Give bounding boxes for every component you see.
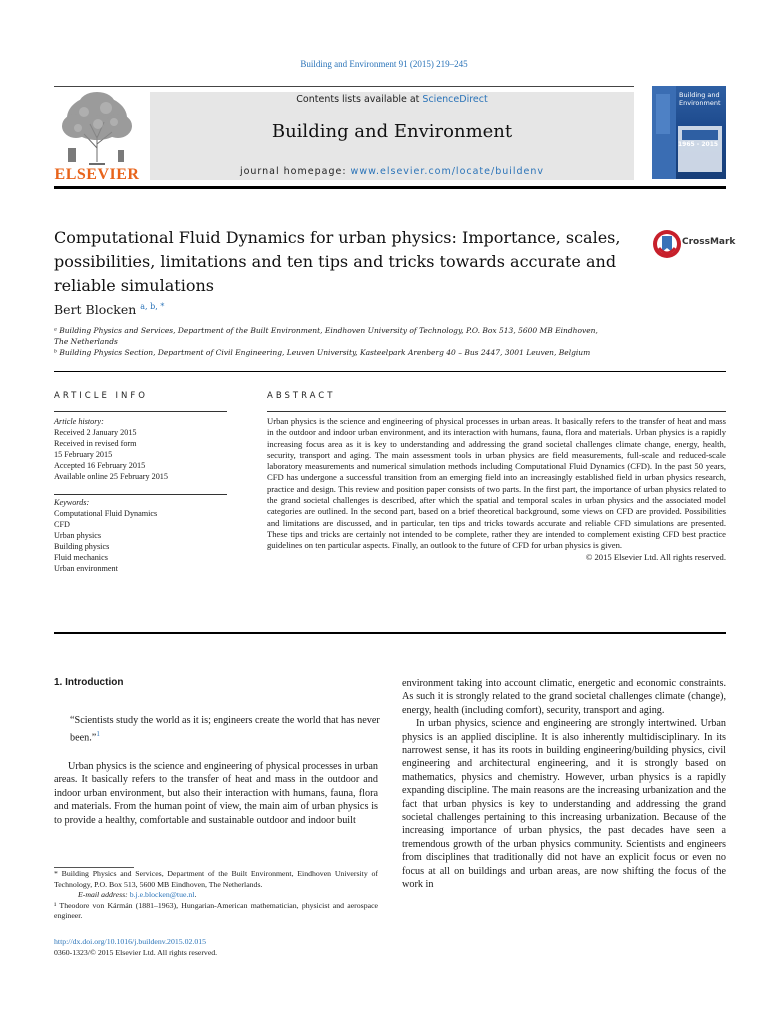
doi-link[interactable]: http://dx.doi.org/10.1016/j.buildenv.2015.02.015 [54, 937, 207, 946]
epigraph-quote [70, 714, 380, 744]
header-bottom-rule [54, 186, 726, 189]
quote-text: “Scientists study the world as it is; engineers create the world that has never been.” [70, 715, 380, 743]
footnotes [54, 869, 378, 922]
keyword-item: Urban environment [54, 564, 118, 573]
keyword-item: Building physics [54, 542, 110, 551]
header-top-rule [54, 86, 634, 87]
keyword-item: CFD [54, 520, 70, 529]
intro-paragraph-1-continued: environment taking into account climatic, energetic and economic constraints. As such it is strongly related to the grand societal challenges climate (change), energy, health (including comfort), security, transport and aging. [402, 678, 726, 716]
doi-block [54, 937, 217, 958]
abstract-heading: ABSTRACT [267, 391, 336, 401]
publisher-wordmark: ELSEVIER [54, 166, 140, 183]
journal-name: Building and Environment [271, 121, 513, 142]
footnote-1: ¹ Theodore von Kármán (1881–1963), Hungarian-American mathematician, physicist and aerospace engineer. [54, 900, 378, 920]
abstract-text: Urban physics is the science and engineering of physical processes in urban areas. It basically refers to the transfer of heat and mass in the outdoor and indoor urban environment, and its interaction with humans, fauna, flora and materials. Urban physics is a rapidly increasing focus area as it is key to understanding and addressing the grand societal challenges climate change, energy, health, security, transport and aging. The main assessment tools in urban physics are field measurements, full-scale and reduced-scale laboratory measurements and numerical simulation methods including Computational Fluid Dynamics (CFD). In the past 50 years, CFD has undergone a successful transition from an emerging field into an increasingly established field in urban physics research, practice and design. This review and position paper consists of two parts. In the first part, the importance of urban physics related to the grand societal challenges is described, after which the spatial and temporal scales in urban physics and the associated model categories are outlined. In the second part, based on a brief theoretical background, some views on CFD are provided. Possibilities and limitations are discussed, and in particular, ten tips and tricks towards accurate and reliable CFD simulations are presented. These tips and tricks are certainly not intended to be complete, rather they are intended to complement existing CFD best practice guidelines on ten particular aspects. Finally, an outlook to the future of CFD for urban physics is given. [267, 416, 726, 551]
keywords [54, 497, 254, 574]
footnote-rule [54, 867, 134, 868]
journal-citation[interactable]: Building and Environment 91 (2015) 219–245 [300, 59, 468, 69]
homepage-link[interactable]: www.elsevier.com/locate/buildenv [350, 166, 545, 177]
sciencedirect-link[interactable]: ScienceDirect [422, 94, 488, 105]
keyword-item: Computational Fluid Dynamics [54, 509, 158, 518]
abstract-copyright: © 2015 Elsevier Ltd. All rights reserved. [585, 551, 726, 562]
history-item: Received 2 January 2015 [54, 428, 137, 437]
footnote-ref-1[interactable]: 1 [96, 729, 100, 738]
keywords-rule [54, 494, 227, 495]
article-info-heading: ARTICLE INFO [54, 391, 148, 401]
intro-paragraph-1: Urban physics is the science and engineering of physical processes in urban areas. It basically refers to the transfer of heat and mass in the outdoor and indoor urban environment, but also their interaction with humans, fauna, flora and materials. From the human point of view, the main aim of urban physics is to provide a healthy, comfortable and sustainable outdoor and indoor built [54, 761, 378, 826]
author-affiliation-marks[interactable]: a, b, * [140, 302, 165, 311]
history-label: Article history: [54, 417, 104, 426]
cover-years: 1965 - 2015 [678, 141, 719, 148]
email-link[interactable]: b.j.e.blocken@tue.nl [129, 890, 195, 899]
contents-line [150, 94, 634, 105]
issn-copyright: 0360-1323/© 2015 Elsevier Ltd. All rights reserved. [54, 947, 218, 957]
email-end: . [194, 890, 197, 899]
paper-title: Computational Fluid Dynamics for urban physics: Importance, scales, possibilities, limitations and ten tips and tricks towards accurate and reliable simulations [54, 228, 621, 295]
footnote-corresponding: * Building Physics and Services, Department of the Built Environment, Eindhoven University of Technology, P.O. Box 513, 5600 MB Eindhoven, The Netherlands. [54, 869, 378, 889]
article-history [54, 416, 254, 482]
affiliation-b: ᵇ Building Physics Section, Department of Civil Engineering, Leuven University, Kasteelpark Arenberg 40 – Bus 2447, 3001 Leuven, Belgium [54, 348, 591, 357]
journal-cover-image[interactable] [652, 86, 726, 179]
contents-prefix: Contents lists available at [296, 94, 423, 105]
email-label: E-mail address: [78, 890, 130, 899]
homepage-line [150, 166, 634, 177]
homepage-prefix: journal homepage: [239, 166, 351, 177]
history-item: 15 February 2015 [54, 450, 113, 459]
abstract-divider [54, 632, 726, 634]
body-column-2 [402, 677, 726, 892]
abstract-body [267, 416, 726, 563]
title-divider [54, 371, 726, 372]
crossmark-label[interactable]: CrossMark [682, 237, 736, 247]
section-heading-introduction: 1. Introduction [54, 677, 124, 688]
history-item: Available online 25 February 2015 [54, 472, 168, 481]
abstract-rule [267, 411, 726, 412]
keywords-label: Keywords: [54, 498, 90, 507]
author-name[interactable]: Bert Blocken [54, 302, 137, 318]
article-info-rule [54, 411, 227, 412]
cover-title: Building and Environment [679, 91, 721, 107]
keyword-item: Fluid mechanics [54, 553, 108, 562]
affiliation-a: ᵃ Building Physics and Services, Department of the Built Environment, Eindhoven University of Technology, P.O. Box 513, 5600 MB Eindhoven, The Netherlands [54, 326, 598, 346]
intro-paragraph-2: In urban physics, science and engineering are strongly intertwined. Urban physics is an applied discipline. It is also inherently multidisciplinary. In its narrowest sense, it has its roots in building engineering/building physics, civil engineering and architectural engineering, and it is strongly based on mathematics, physics and chemistry. However, urban physics is a rapidly expanding discipline. The main reasons are the increasing urbanization and the fact that urban physics is key to understanding and addressing the grand societal challenges pertaining to this increasing urbanization. Because of the increasing importance of urban physics, the past decades have seen a tremendous growth of the urban physics community. Scientists and engineers from disciplines that traditionally did not have an explicit focus or even no focus at all on buildings and urban areas, are now shifting the focus of the work in [402, 718, 726, 891]
keyword-item: Urban physics [54, 531, 102, 540]
history-item: Accepted 16 February 2015 [54, 461, 146, 470]
footnote-email [54, 890, 378, 901]
author-line [54, 302, 164, 317]
history-item: Received in revised form [54, 439, 137, 448]
